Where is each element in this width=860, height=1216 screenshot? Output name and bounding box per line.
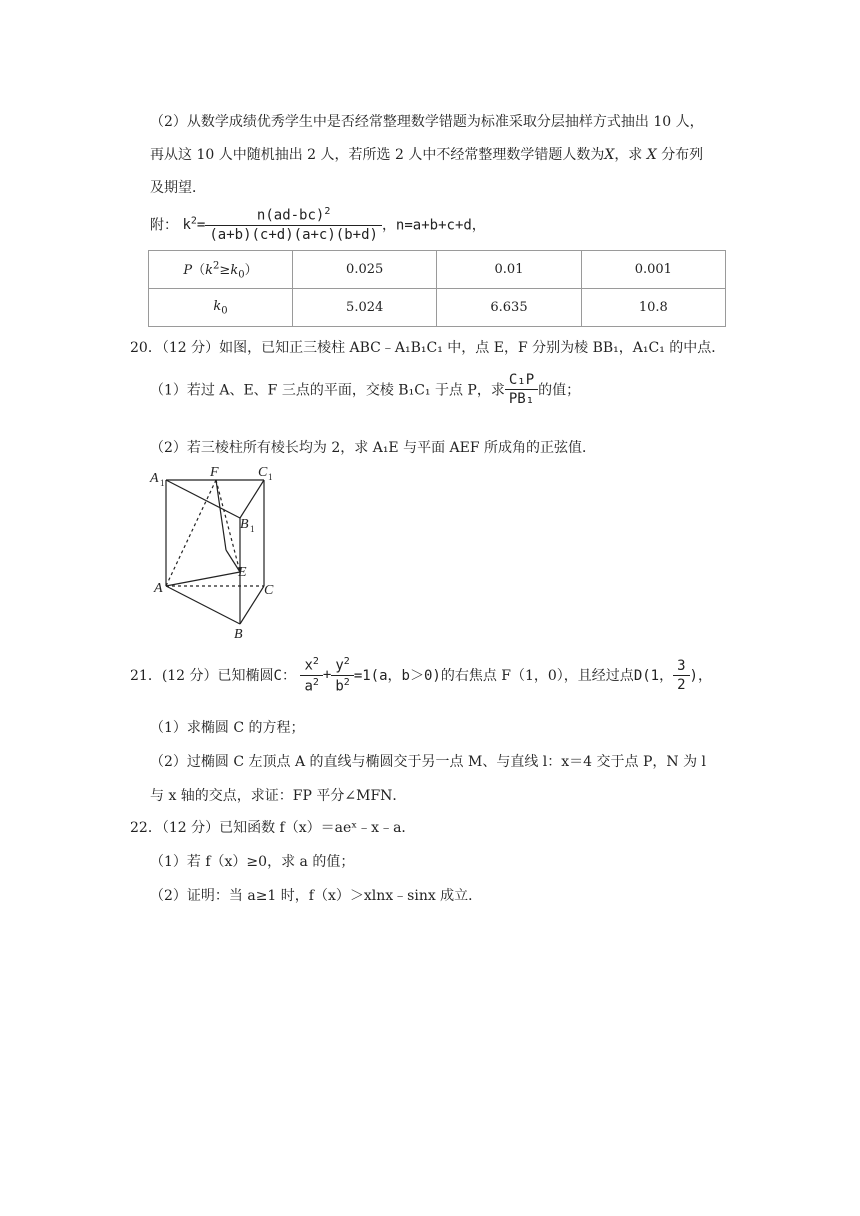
formula-fraction: $\frac{n(ad-bc)^2}{(a+b)(c+d)(a+c)(b+d)}$: [205, 206, 382, 243]
edge-ab: [166, 586, 240, 624]
q19-part2-line2: 再从这 10 人中随机抽出 2 人，若所选 2 人中不经常整理数学错题人数为X，求 X 分布列: [150, 147, 704, 163]
q21-part2-line2: 与 x 轴的交点，求证：FP 平分∠MFN．: [150, 788, 407, 804]
line-fp: [216, 480, 226, 550]
table-cell: 0.001: [581, 251, 725, 289]
q20-part1: （1）若过 A、E、F 三点的平面，交棱 B₁C₁ 于点 P，求 $\frac{\text{C₁P}}{\text{PB₁}}$ 的值；: [150, 372, 581, 407]
table-cell-label: $k_0$: [149, 289, 293, 327]
q20-stem: 20．（12 分）如图，已知正三棱柱 ABC﹣A₁B₁C₁ 中，点 E，F 分别为棱 BB₁，A₁C₁ 的中点．: [130, 340, 726, 356]
y-over-b-fraction: $\frac{y^2}{b^2}$: [331, 656, 353, 694]
q22-stem: 22．（12 分）已知函数 f（x）＝aeˣ﹣x﹣a．: [130, 820, 416, 836]
prism-figure: [148, 462, 288, 642]
appendix-formula: 附： $k^2=$ $\frac{n(ad-bc)^2}{(a+b)(c+d)(a+c)(b+d)}$ ，n=a+b+c+d，: [150, 206, 486, 243]
q21-part1: （1）求椭圆 C 的方程；: [150, 720, 305, 736]
label-a1: A: [150, 471, 159, 486]
q21-part2-line1: （2）过椭圆 C 左顶点 A 的直线与椭圆交于另一点 M、与直线 l：x＝4 交于点 P，N 为 l: [150, 754, 706, 770]
q19-part2-line1: （2）从数学成绩优秀学生中是否经常整理数学错题为标准采取分层抽样方式抽出 10 人，: [150, 114, 704, 130]
q19-part2-line3: 及期望．: [150, 180, 206, 196]
label-b: B: [234, 627, 243, 642]
q22-part1: （1）若 f（x）≥0，求 a 的值；: [150, 854, 355, 870]
line-ae: [166, 572, 240, 586]
ratio-fraction: $\frac{\text{C₁P}}{\text{PB₁}}$: [505, 372, 538, 407]
label-a: A: [154, 581, 163, 596]
q22-part2: （2）证明：当 a≥1 时，f（x）＞xlnx﹣sinx 成立．: [150, 888, 483, 904]
table-cell: 6.635: [437, 289, 581, 327]
table-row: [149, 289, 726, 327]
table-cell: 10.8: [581, 289, 725, 327]
q21-stem: 21．(12 分）已知椭圆C： $\frac{x^2}{a^2}$ + $\frac{y^2}{b^2}$ =1(a，b＞0)的右焦点 F（1，0），且经过点D(1， $\frac{3}{2}$ )，: [130, 656, 712, 695]
label-a1-sub: 1: [160, 478, 165, 488]
point-y-fraction: $\frac{3}{2}$: [673, 658, 689, 693]
edge-a1b1: [166, 480, 240, 518]
label-b1: B: [240, 517, 249, 532]
table-cell: 0.01: [437, 251, 581, 289]
line-fe-hidden: [216, 480, 240, 572]
line-fa-hidden: [166, 480, 216, 586]
edge-cb: [240, 586, 264, 624]
label-e: E: [238, 565, 247, 580]
q20-part2: （2）若三棱柱所有棱长均为 2，求 A₁E 与平面 AEF 所成角的正弦值．: [150, 440, 597, 456]
label-b1-sub: 1: [250, 524, 255, 534]
critical-value-table: [148, 250, 726, 327]
table-cell-label: $P(k^2\ge k_0)$: [149, 251, 293, 289]
edge-c1b1: [240, 480, 264, 518]
x-over-a-fraction: $\frac{x^2}{a^2}$: [300, 656, 322, 694]
table-row: [149, 251, 726, 289]
table-cell: 5.024: [293, 289, 437, 327]
label-c: C: [264, 583, 274, 598]
label-f: F: [210, 465, 219, 480]
label-c1: C: [258, 465, 268, 480]
table-cell: 0.025: [293, 251, 437, 289]
label-c1-sub: 1: [268, 472, 273, 482]
